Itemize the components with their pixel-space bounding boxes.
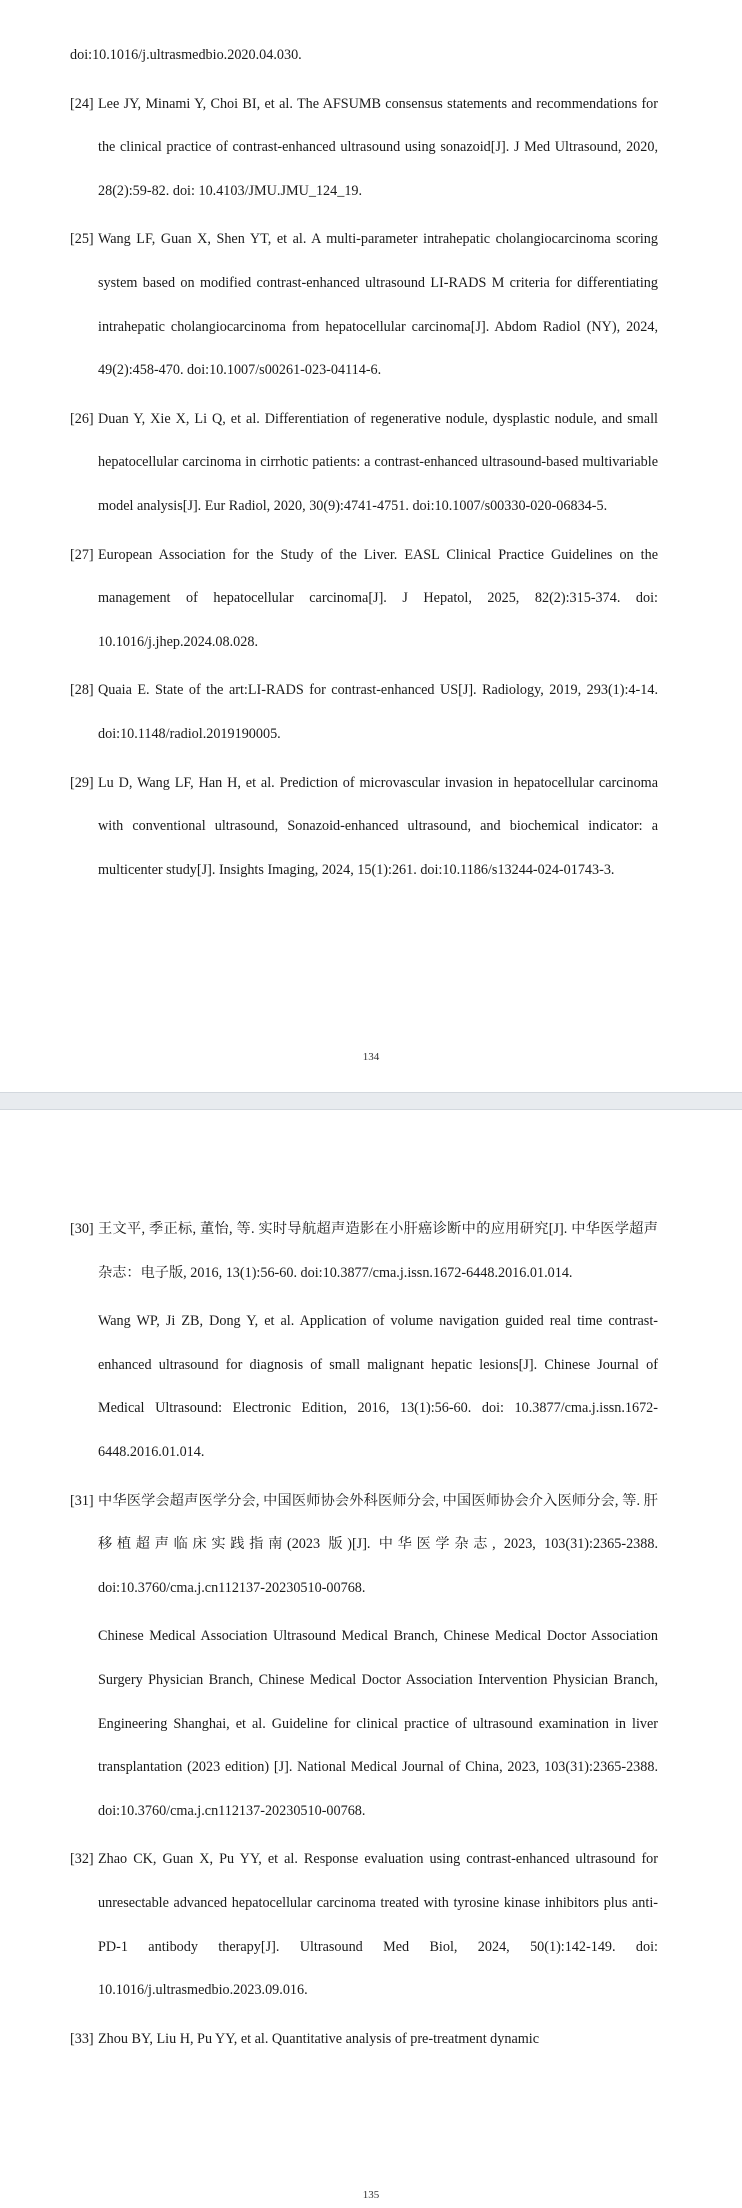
reference-text: Zhou BY, Liu H, Pu YY, et al. Quantitative analysis of pre-treatment dynamic (98, 2030, 540, 2047)
reference-text: 中华医学会超声医学分会, 中国医师协会外科医师分会, 中国医师协会介入医师分会, 等. 肝移植超声临床实践指南(2023 版)[J]. 中华医学杂志, 2023, 103(31):2365-2388. doi:10.3760/cma.j.cn112137-20230510-00768. (98, 1492, 658, 1596)
reference-number: [24] (70, 95, 94, 112)
reference-number: [26] (70, 410, 94, 427)
reference-item (70, 762, 658, 893)
reference-text: European Association for the Study of the Liver. EASL Clinical Practice Guidelines on the management of hepatocellular carcinoma[J]. J Hepatol, 2025, 82(2):315-374. doi: 10.1016/j.jhep.2024.08.028. (98, 546, 658, 650)
reference-text: Quaia E. State of the art:LI-RADS for contrast-enhanced US[J]. Radiology, 2019, 293(1):4-14. doi:10.1148/radiol.2019190005. (98, 682, 658, 742)
reference-number: [30] (70, 1221, 94, 1237)
reference-continuation (70, 34, 658, 78)
reference-item (70, 1480, 658, 1611)
reference-number: [33] (70, 2030, 94, 2047)
reference-text: doi:10.1016/j.ultrasmedbio.2020.04.030. (70, 47, 302, 63)
reference-item (70, 534, 658, 665)
reference-text: Chinese Medical Association Ultrasound Medical Branch, Chinese Medical Doctor Association Surgery Physician Branch, Chinese Medical Doctor Association Intervention Physician Branch, Engineering Shanghai, et al. Guideline for clinical practice of ultrasound examination in liver transplantation (2023 edition) [J]. National Medical Journal of China, 2023, 103(31):2365-2388. doi:10.3760/cma.j.cn112137-20230510-00768. (98, 1628, 658, 1819)
reference-number: [29] (70, 774, 94, 791)
reference-translation (70, 1615, 658, 1833)
reference-translation (70, 1300, 658, 1474)
reference-item (70, 218, 658, 392)
reference-text: Duan Y, Xie X, Li Q, et al. Differentiation of regenerative nodule, dysplastic nodule, and small hepatocellular carcinoma in cirrhotic patients: a contrast-enhanced ultrasound-based multivariable model analysis[J]. Eur Radiol, 2020, 30(9):4741-4751. doi:10.1007/s00330-020-06834-5. (98, 410, 658, 514)
page-number: 134 (362, 1051, 380, 1063)
reference-item (70, 2018, 658, 2062)
page-number: 135 (362, 2189, 380, 2201)
reference-item (70, 398, 658, 529)
reference-number: [31] (70, 1492, 94, 1509)
reference-number: [27] (70, 546, 94, 563)
reference-text: Wang WP, Ji ZB, Dong Y, et al. Application of volume navigation guided real time contrast-enhanced ultrasound for diagnosis of small malignant hepatic lesions[J]. Chinese Journal of Medical Ultrasound: Electronic Edition, 2016, 13(1):56-60. doi: 10.3877/cma.j.issn.1672-6448.2016.01.014. (98, 1313, 658, 1460)
reference-item (70, 83, 658, 214)
reference-text: 王文平, 季正标, 董怡, 等. 实时导航超声造影在小肝癌诊断中的应用研究[J]. 中华医学超声杂志：电子版, 2016, 13(1):56-60. doi:10.3877/cma.j.issn.1672-6448.2016.01.014. (98, 1221, 658, 1281)
reference-list (70, 34, 658, 897)
reference-number: [32] (70, 1851, 94, 1868)
reference-text: Lee JY, Minami Y, Choi BI, et al. The AFSUMB consensus statements and recommendations for the clinical practice of contrast-enhanced ultrasound using sonazoid[J]. J Med Ultrasound, 2020, 28(2):59-82. doi: 10.4103/JMU.JMU_124_19. (98, 95, 658, 199)
reference-number: [25] (70, 231, 94, 248)
reference-item (70, 1208, 658, 1295)
reference-list (70, 1208, 658, 2066)
reference-number: [28] (70, 682, 94, 699)
reference-item (70, 669, 658, 756)
reference-text: Wang LF, Guan X, Shen YT, et al. A multi-parameter intrahepatic cholangiocarcinoma scoring system based on modified contrast-enhanced ultrasound LI-RADS M criteria for differentiating intrahepatic cholangiocarcinoma from hepatocellular carcinoma[J]. Abdom Radiol (NY), 2024, 49(2):458-470. doi:10.1007/s00261-023-04114-6. (98, 231, 658, 379)
reference-text: Lu D, Wang LF, Han H, et al. Prediction of microvascular invasion in hepatocellular carcinoma with conventional ultrasound, Sonazoid-enhanced ultrasound, and biochemical indicator: a multicenter study[J]. Insights Imaging, 2024, 15(1):261. doi:10.1186/s13244-024-01743-3. (98, 774, 658, 878)
document-page-134 (0, 0, 742, 1092)
page-separator (0, 1092, 742, 1110)
document-page-135 (0, 1110, 742, 2208)
reference-text: Zhao CK, Guan X, Pu YY, et al. Response evaluation using contrast-enhanced ultrasound for unresectable advanced hepatocellular carcinoma treated with tyrosine kinase inhibitors plus anti-PD-1 antibody therapy[J]. Ultrasound Med Biol, 2024, 50(1):142-149. doi: 10.1016/j.ultrasmedbio.2023.09.016. (98, 1851, 658, 1999)
reference-item (70, 1838, 658, 2012)
